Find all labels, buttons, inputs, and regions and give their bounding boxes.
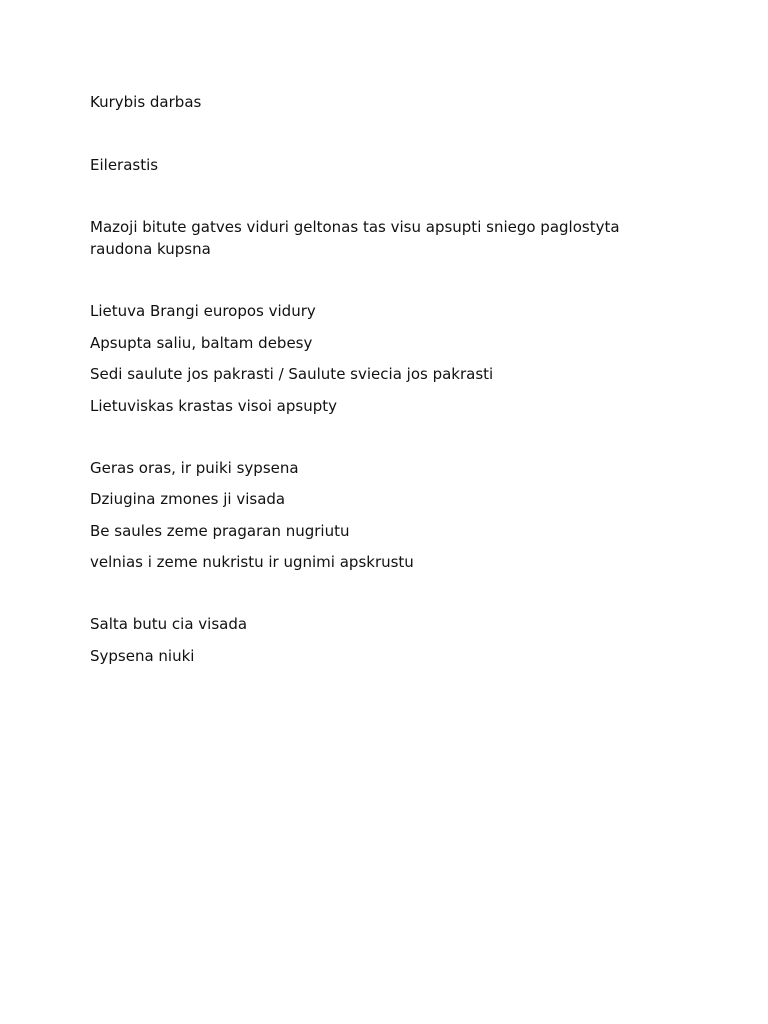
poem-line: Salta butu cia visada: [90, 615, 248, 633]
document-title: Kurybis darbas: [90, 93, 202, 111]
poem-line: Sypsena niuki: [90, 646, 195, 665]
intro-paragraph: Mazoji bitute gatves viduri geltonas tas visu apsupti sniego paglostyta raudona kupsna: [90, 218, 620, 258]
poem-line: Geras oras, ir puiki sypsena: [90, 458, 299, 477]
document-page: [90, 91, 650, 707]
poem-line: Lietuva Brangi europos vidury: [90, 302, 316, 320]
poem-line: Apsupta saliu, baltam debesy: [90, 333, 313, 352]
poem-line: Be saules zeme pragaran nugriutu: [90, 521, 350, 540]
poem-line: Dziugina zmones ji visada: [90, 490, 286, 508]
poem-line: Sedi saulute jos pakrasti / Saulute sviecia jos pakrasti: [90, 365, 494, 383]
poem-line: velnias i zeme nukristu ir ugnimi apskrustu: [90, 553, 414, 571]
poem-line: Lietuviskas krastas visoi apsupty: [90, 396, 338, 415]
stanza-1: [90, 300, 650, 417]
document-subtitle: Eilerastis: [90, 156, 159, 174]
stanza-3: [90, 613, 650, 667]
stanza-2: [90, 457, 650, 574]
